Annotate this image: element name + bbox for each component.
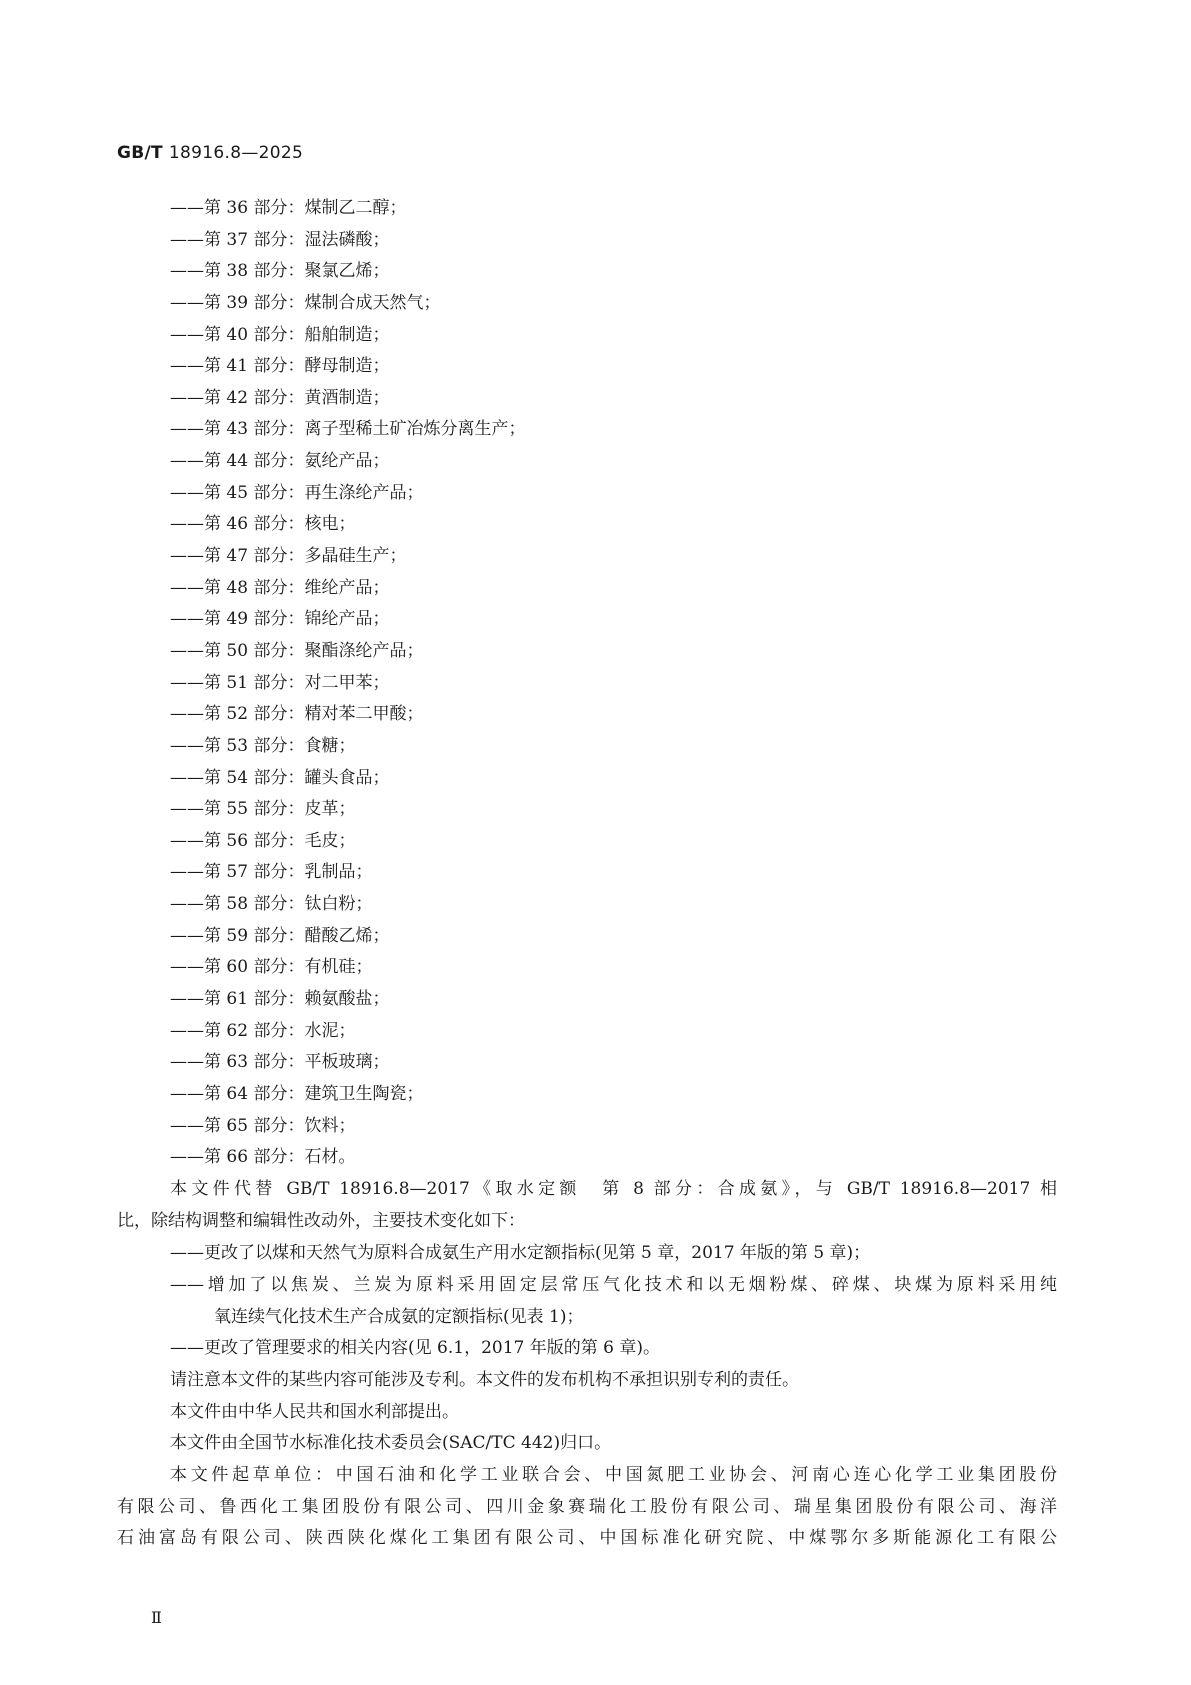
list-item: ——第 43 部分：离子型稀土矿冶炼分离生产；: [170, 419, 526, 440]
list-item: ——第 66 部分：石材。: [170, 1147, 356, 1168]
list-item: ——第 38 部分：聚氯乙烯；: [170, 261, 390, 282]
replacement-line-2: 比，除结构调整和编辑性改动外，主要技术变化如下：: [117, 1210, 525, 1231]
list-item: ——第 40 部分：船舶制造；: [170, 324, 390, 345]
standard-number: 18916.8—2025: [168, 143, 304, 163]
list-item: ——第 61 部分：赖氨酸盐；: [170, 989, 390, 1010]
list-item: ——第 37 部分：湿法磷酸；: [170, 229, 390, 250]
page-number: Ⅱ: [151, 1608, 162, 1627]
list-item: ——第 62 部分：水泥；: [170, 1020, 356, 1041]
change-item-3: ——更改了管理要求的相关内容(见 6.1，2017 年版的第 6 章)。: [170, 1338, 660, 1358]
list-item: ——第 41 部分：酵母制造；: [170, 356, 390, 377]
list-item: ——第 51 部分：对二甲苯；: [170, 672, 390, 693]
list-item: ——第 52 部分：精对苯二甲酸；: [170, 704, 424, 725]
standard-header: [117, 143, 303, 163]
list-item: ——第 47 部分：多晶硅生产；: [170, 546, 407, 567]
standard-code: GB/T: [117, 143, 163, 163]
drafting-units-line-1: 本文件起草单位：中国石油和化学工业联合会、中国氮肥工业协会、河南心连心化学工业集团股份: [170, 1465, 1057, 1485]
list-item: ——第 53 部分：食糖；: [170, 735, 356, 756]
centralized-by: 本文件由全国节水标准化技术委员会(SAC/TC 442)归口。: [170, 1433, 612, 1453]
replacement-line-1: 本文件代替 GB/T 18916.8—2017《取水定额 第 8 部分：合成氨》，与 GB/T 18916.8—2017 相: [170, 1179, 1057, 1199]
list-item: ——第 36 部分：煤制乙二醇；: [170, 198, 407, 218]
list-item: ——第 57 部分：乳制品；: [170, 862, 373, 883]
list-item: ——第 58 部分：钛白粉；: [170, 894, 373, 915]
change-item-1: ——更改了以煤和天然气为原料合成氨生产用水定额指标(见第 5 章，2017 年版的第 5 章)；: [170, 1243, 871, 1263]
list-item: ——第 48 部分：维纶产品；: [170, 577, 390, 598]
list-item: ——第 64 部分：建筑卫生陶瓷；: [170, 1083, 424, 1104]
list-item: ——第 63 部分：平板玻璃；: [170, 1052, 390, 1073]
list-item: ——第 56 部分：毛皮；: [170, 830, 356, 851]
list-item: ——第 55 部分：皮革；: [170, 799, 356, 820]
parts-list: [170, 193, 525, 1174]
list-item: ——第 46 部分：核电；: [170, 514, 356, 535]
list-item: ——第 50 部分：聚酯涤纶产品；: [170, 640, 424, 661]
list-item: ——第 59 部分：醋酸乙烯；: [170, 925, 390, 946]
list-item: ——第 44 部分：氨纶产品；: [170, 451, 390, 472]
drafting-units-line-2: 有限公司、鲁西化工集团股份有限公司、四川金象赛瑞化工股份有限公司、瑞星集团股份有限公司、海洋: [117, 1496, 1057, 1517]
change-item-2-line-1: ——增加了以焦炭、兰炭为原料采用固定层常压气化技术和以无烟粉煤、碎煤、块煤为原料采用纯: [170, 1275, 1057, 1295]
patent-notice: 请注意本文件的某些内容可能涉及专利。本文件的发布机构不承担识别专利的责任。: [170, 1370, 799, 1390]
drafting-units: [117, 1460, 1057, 1555]
drafting-units-line-3: 石油富岛有限公司、陕西陕化煤化工集团有限公司、中国标准化研究院、中煤鄂尔多斯能源化工有限公: [117, 1528, 1057, 1549]
list-item: ——第 65 部分：饮料；: [170, 1115, 356, 1136]
replacement-paragraph: [117, 1174, 1057, 1237]
list-item: ——第 42 部分：黄酒制造；: [170, 387, 390, 408]
proposed-by: 本文件由中华人民共和国水利部提出。: [170, 1402, 459, 1422]
list-item: ——第 45 部分：再生涤纶产品；: [170, 482, 424, 503]
list-item: ——第 54 部分：罐头食品；: [170, 767, 390, 788]
list-item: ——第 49 部分：锦纶产品；: [170, 609, 390, 630]
list-item: ——第 60 部分：有机硅；: [170, 957, 373, 978]
list-item: ——第 39 部分：煤制合成天然气；: [170, 292, 441, 313]
change-item-2-line-2: 氧连续气化技术生产合成氨的定额指标(见表 1)；: [214, 1306, 584, 1327]
change-item-2: [170, 1270, 1057, 1333]
